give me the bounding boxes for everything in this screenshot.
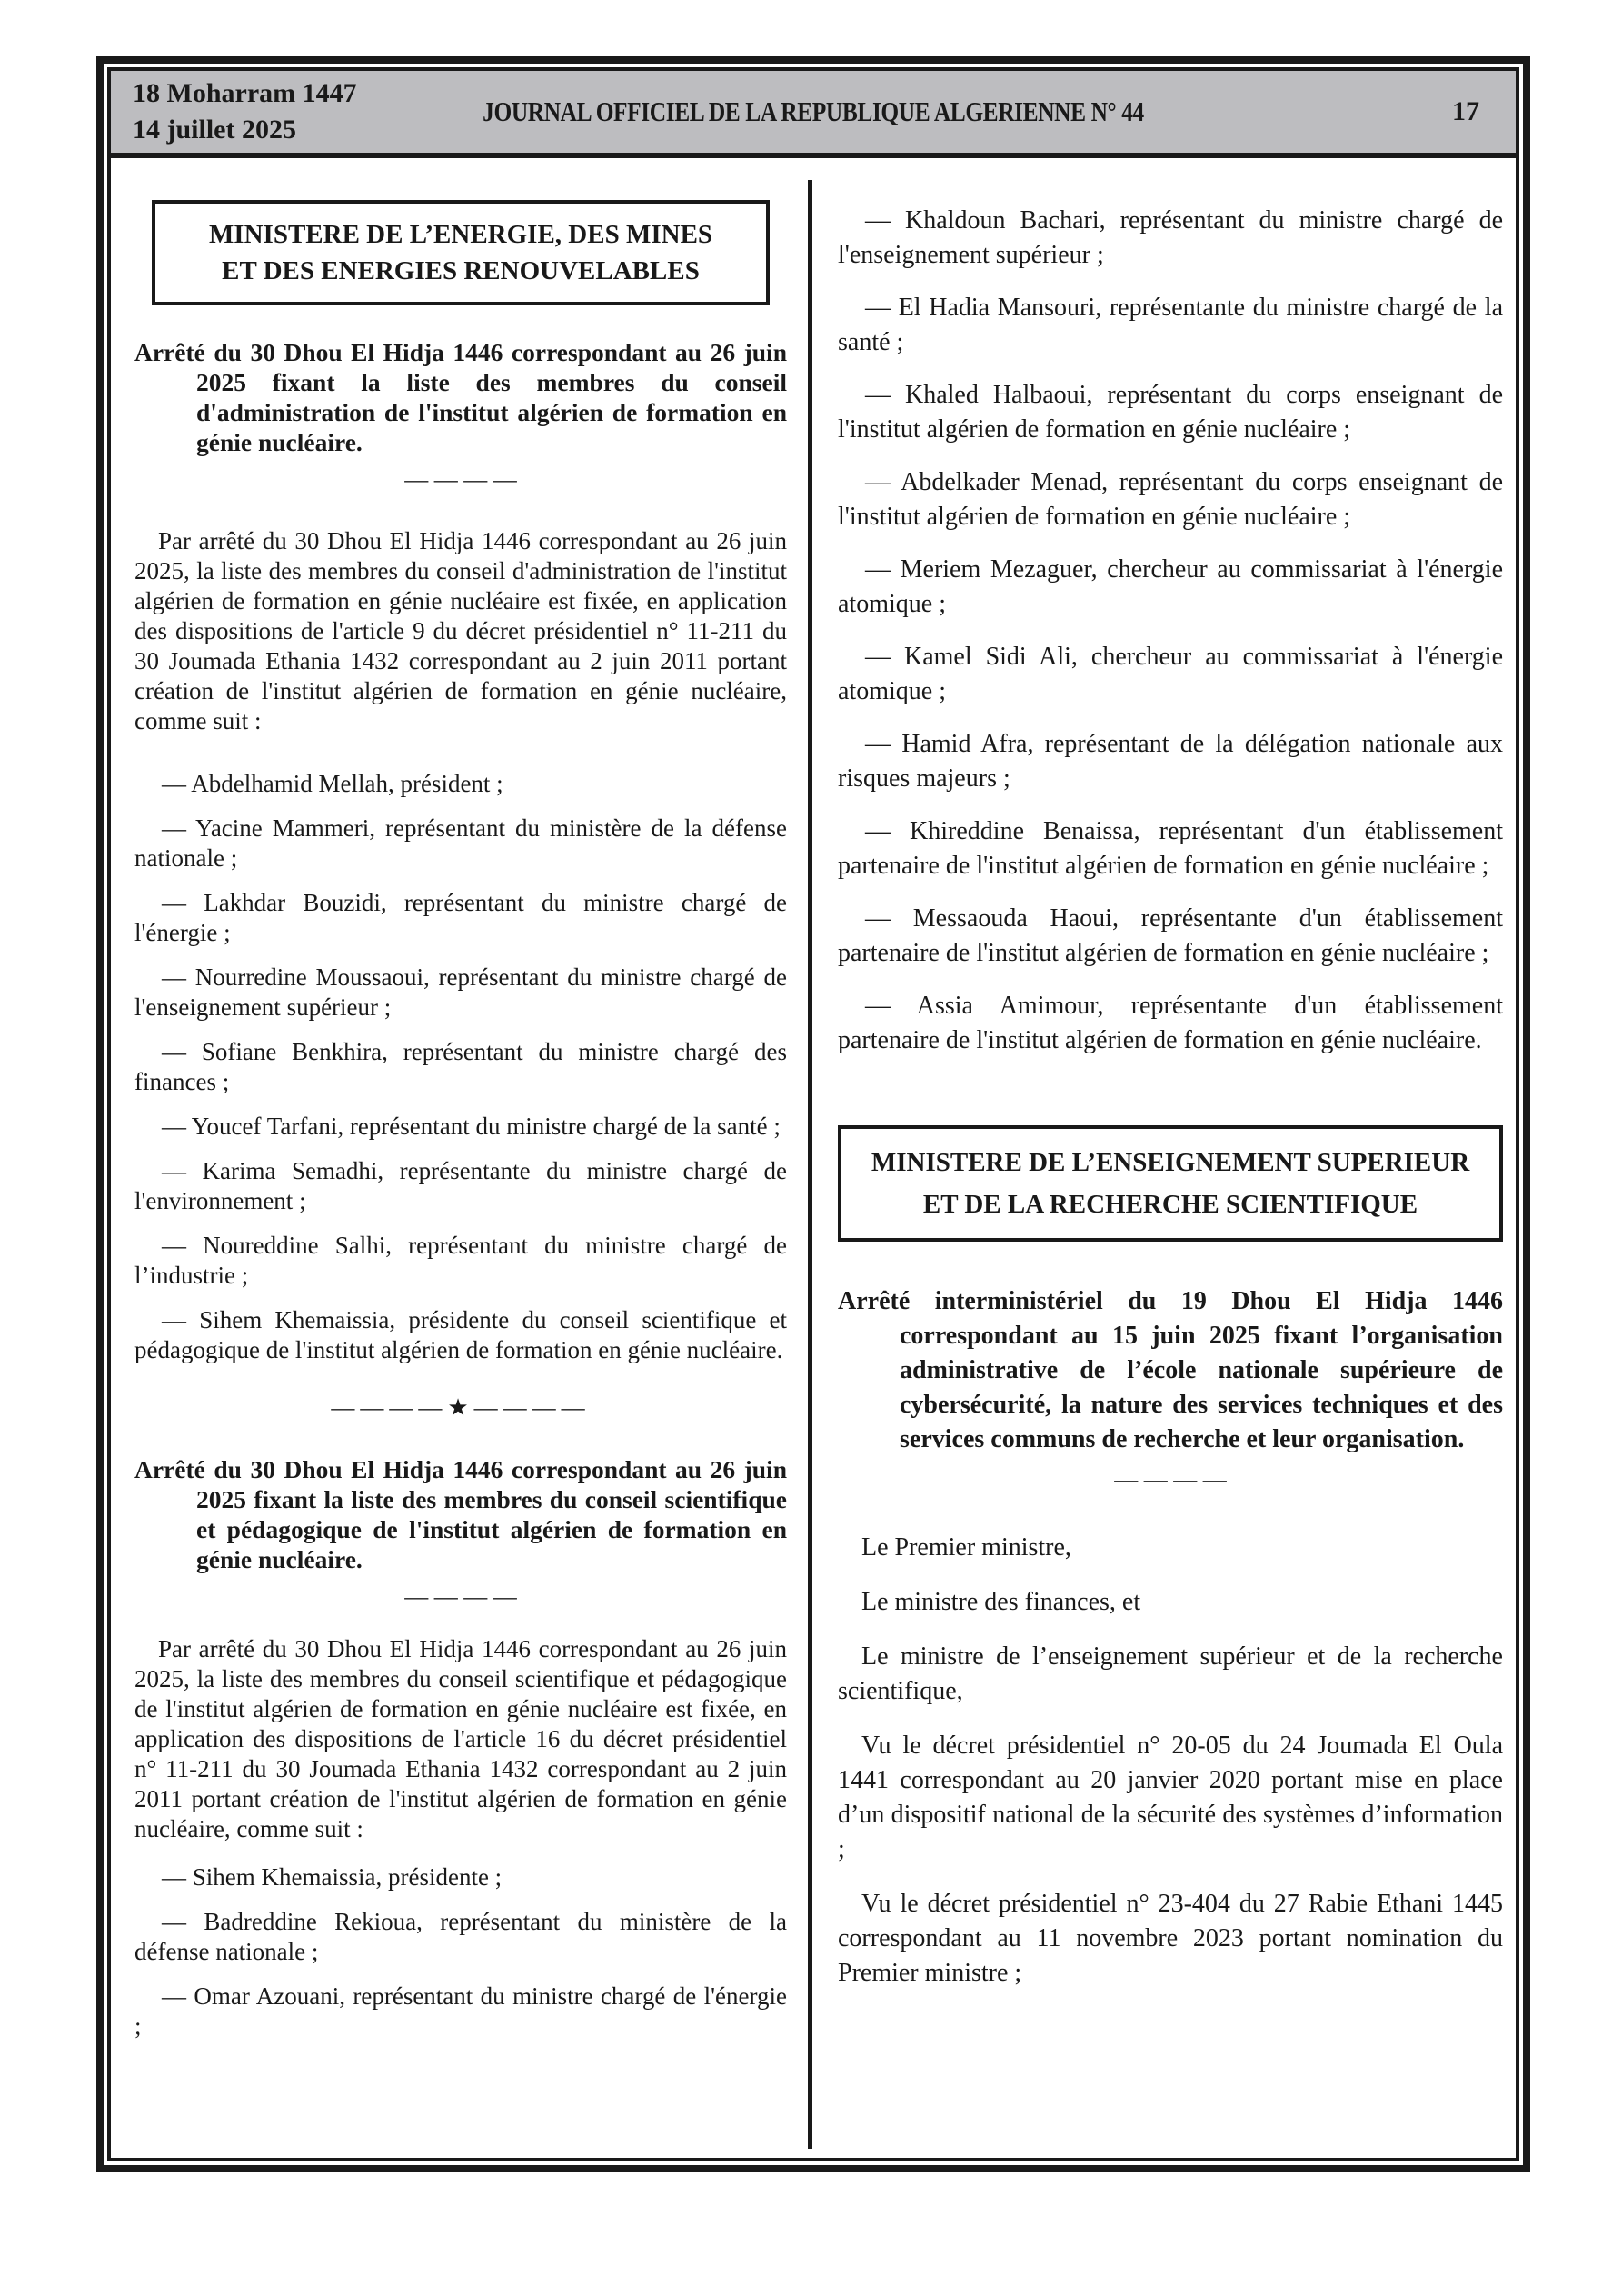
decree-heading-cybersecurity-school: Arrêté interministériel du 19 Dhou El Hidja 1446 correspondant au 15 juin 2025 fixant l’organisation administrative de l’école nationale supérieure de cybersécurité, la nature des services techniques et des services communs de recherche et leur organisation.: [838, 1287, 1503, 1453]
issue-date-block: [111, 75, 357, 148]
page-frame-inner: [107, 67, 1519, 2161]
ministry-box-line: ET DES ENERGIES RENOUVELABLES: [222, 256, 700, 285]
member-item: — Hamid Afra, représentant de la délégation nationale aux risques majeurs ;: [838, 730, 1503, 793]
ministry-box-line: ET DE LA RECHERCHE SCIENTIFIQUE: [922, 1190, 1418, 1219]
member-item: — Omar Azouani, représentant du ministre chargé de l'énergie ;: [134, 1982, 787, 2040]
decree-heading-scientific-council: Arrêté du 30 Dhou El Hidja 1446 correspondant au 26 juin 2025 fixant la liste des membres du conseil scientifique et pédagogique de l'institut algérien de formation en génie nucléaire.: [134, 1455, 787, 1573]
member-item: — Badreddine Rekioua, représentant du ministère de la défense nationale ;: [134, 1908, 787, 1965]
member-item: — Yacine Mammeri, représentant du ministère de la défense nationale ;: [134, 814, 787, 872]
column-divider-rule: [808, 180, 812, 2149]
member-item: — Kamel Sidi Ali, chercheur au commissariat à l'énergie atomique ;: [838, 643, 1503, 705]
member-item: — Abdelhamid Mellah, président ;: [162, 770, 503, 797]
member-item: — Khaldoun Bachari, représentant du ministre chargé de l'enseignement supérieur ;: [838, 206, 1503, 269]
decree-paragraph: Le ministre de l’enseignement supérieur et de la recherche scientifique,: [838, 1642, 1503, 1705]
dash-separator: — — — —: [1114, 1466, 1227, 1492]
decree-paragraph: Le ministre des finances, et: [861, 1588, 1141, 1616]
member-item: — Messaouda Haoui, représentante d'un établissement partenaire de l'institut algérien de formation en génie nucléaire ;: [838, 904, 1503, 967]
scientific-council-member-list-continued: [838, 204, 1503, 1058]
member-item: — Nourredine Moussaoui, représentant du ministre chargé de l'enseignement supérieur ;: [134, 963, 787, 1021]
scientific-council-member-list: [134, 1862, 787, 2041]
star-separator: ————★————: [331, 1394, 591, 1421]
member-item: — Youcef Tarfani, représentant du ministre chargé de la santé ;: [162, 1113, 781, 1140]
page-body: [111, 158, 1516, 2158]
member-item: — Noureddine Salhi, représentant du ministre chargé de l’industrie ;: [134, 1232, 787, 1289]
ministry-box-energy: [152, 200, 770, 305]
member-item: — Meriem Mezaguer, chercheur au commissariat à l'énergie atomique ;: [838, 555, 1503, 618]
member-item: — Sofiane Benkhira, représentant du ministre chargé des finances ;: [134, 1038, 787, 1095]
page-number: 17: [1452, 96, 1479, 126]
date-gregorian: 14 juillet 2025: [133, 115, 296, 145]
date-hijri: 18 Moharram 1447: [133, 78, 357, 108]
member-item: — El Hadia Mansouri, représentante du ministre chargé de la santé ;: [838, 294, 1503, 356]
right-column: [809, 158, 1516, 2158]
ministry-box-line: MINISTERE DE L’ENSEIGNEMENT SUPERIEUR: [871, 1148, 1470, 1177]
decree-paragraph: Le Premier ministre,: [861, 1533, 1071, 1562]
member-item: — Khaled Halbaoui, représentant du corps enseignant de l'institut algérien de formation en génie nucléaire ;: [838, 381, 1503, 444]
page-frame: [96, 56, 1530, 2172]
decree-paragraph: Par arrêté du 30 Dhou El Hidja 1446 correspondant au 26 juin 2025, la liste des membres du conseil d'administration de l'institut algérien de formation en génie nucléaire est fixée, en application des dispositions de l'article 9 du décret présidentiel n° 11-211 du 30 Joumada Ethania 1432 correspondant au 2 juin 2011 portant création de l'institut algérien de formation en génie nucléaire, comme suit :: [134, 527, 787, 734]
ministry-box-line: MINISTERE DE L’ENERGIE, DES MINES: [208, 220, 713, 249]
dash-separator: — — — —: [404, 466, 517, 493]
dash-separator: — — — —: [404, 1583, 517, 1610]
decree-paragraph: Par arrêté du 30 Dhou El Hidja 1446 correspondant au 26 juin 2025, la liste des membres du conseil scientifique et pédagogique de l'institut algérien de formation en génie nucléaire est fixée, en application des dispositions de l'article 16 du décret présidentiel n° 11-211 du 30 Joumada Ethania 1432 correspondant au 2 juin 2011 portant création de l'institut algérien de formation en génie nucléaire, comme suit :: [134, 1635, 787, 1842]
journal-title: JOURNAL OFFICIEL DE LA REPUBLIQUE ALGERIENNE N° 44: [483, 95, 1144, 127]
decree-paragraph: Vu le décret présidentiel n° 23-404 du 27 Rabie Ethani 1445 correspondant au 11 novembre 2023 portant nomination du Premier ministre ;: [838, 1890, 1503, 1987]
member-item: — Sihem Khemaissia, présidente du conseil scientifique et pédagogique de l'institut algérien de formation en génie nucléaire.: [134, 1306, 787, 1363]
member-item: — Sihem Khemaissia, présidente ;: [162, 1863, 503, 1891]
decree-heading-admin-council: Arrêté du 30 Dhou El Hidja 1446 correspondant au 26 juin 2025 fixant la liste des membres du conseil d'administration de l'institut algérien de formation en génie nucléaire.: [134, 338, 787, 456]
masthead: [111, 71, 1516, 158]
member-item: — Assia Amimour, représentante d'un établissement partenaire de l'institut algérien de formation en génie nucléaire.: [838, 992, 1503, 1054]
member-item: — Lakhdar Bouzidi, représentant du ministre chargé de l'énergie ;: [134, 889, 787, 946]
ministry-box-higher-education: [838, 1125, 1503, 1242]
left-column: [111, 158, 809, 2158]
member-item: — Karima Semadhi, représentante du ministre chargé de l'environnement ;: [134, 1157, 787, 1214]
decree-paragraph: Vu le décret présidentiel n° 20-05 du 24 Joumada El Oula 1441 correspondant au 20 janvier 2020 portant mise en place d’un dispositif national de la sécurité des systèmes d’information ;: [838, 1732, 1503, 1863]
member-item: — Abdelkader Menad, représentant du corps enseignant de l'institut algérien de formation en génie nucléaire ;: [838, 468, 1503, 531]
member-item: — Khireddine Benaissa, représentant d'un établissement partenaire de l'institut algérien de formation en génie nucléaire ;: [838, 817, 1503, 880]
admin-council-member-list: [134, 769, 787, 1365]
